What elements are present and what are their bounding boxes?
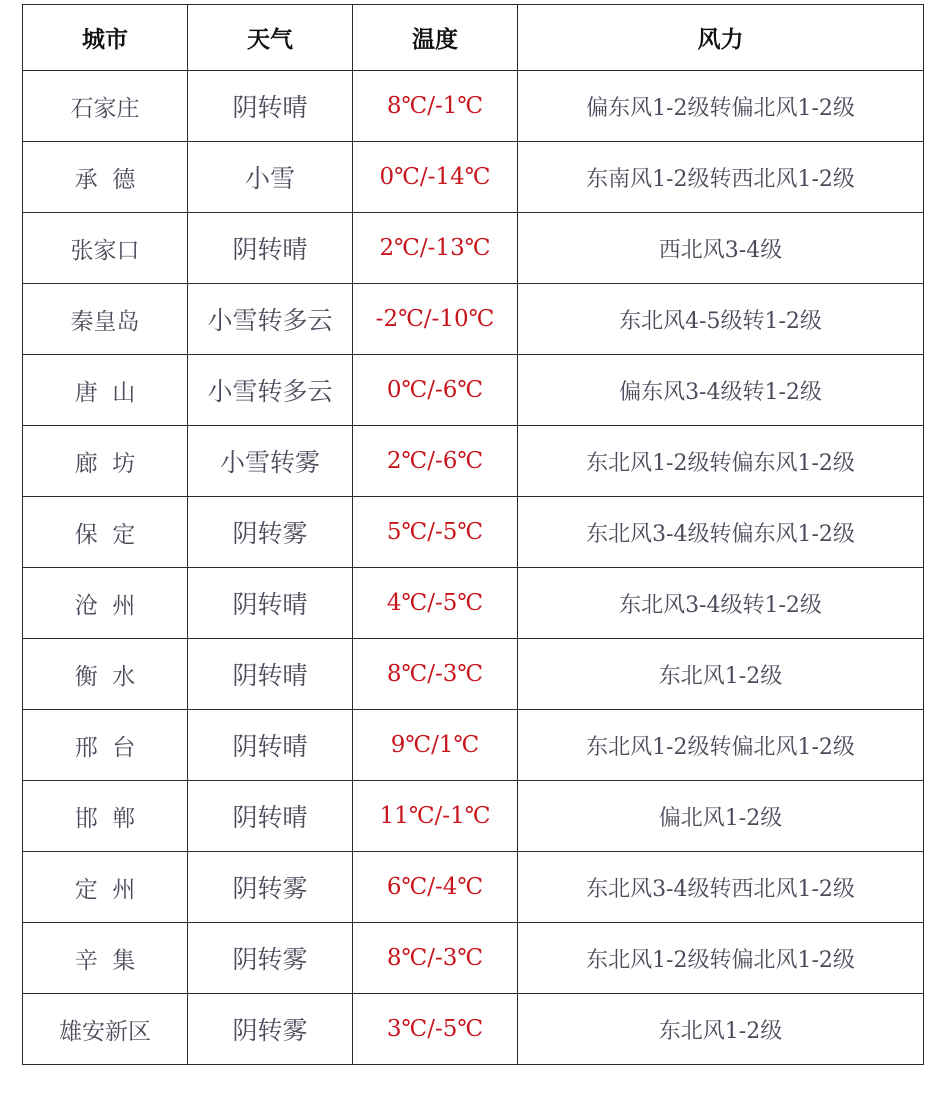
table-row (23, 781, 924, 852)
table-header (23, 5, 924, 71)
wind-cell: 东北风4-5级转1-2级 (518, 284, 924, 355)
temperature-cell: 2℃/-6℃ (353, 426, 518, 497)
header-temperature: 温度 (353, 5, 518, 71)
weather-cell: 阴转晴 (188, 781, 353, 852)
weather-cell: 阴转雾 (188, 994, 353, 1065)
city-cell: 衡 水 (23, 639, 188, 710)
wind-cell: 东北风1-2级转偏北风1-2级 (518, 923, 924, 994)
wind-cell: 偏东风1-2级转偏北风1-2级 (518, 71, 924, 142)
city-cell: 秦皇岛 (23, 284, 188, 355)
city-cell: 雄安新区 (23, 994, 188, 1065)
temperature-cell: 8℃/-3℃ (353, 639, 518, 710)
temperature-cell: 2℃/-13℃ (353, 213, 518, 284)
temperature-cell: 3℃/-5℃ (353, 994, 518, 1065)
wind-cell: 东北风3-4级转西北风1-2级 (518, 852, 924, 923)
city-cell: 邢 台 (23, 710, 188, 781)
table-row (23, 355, 924, 426)
weather-cell: 阴转雾 (188, 852, 353, 923)
city-cell: 唐 山 (23, 355, 188, 426)
weather-cell: 阴转晴 (188, 568, 353, 639)
temperature-cell: 4℃/-5℃ (353, 568, 518, 639)
weather-cell: 阴转雾 (188, 497, 353, 568)
table-row (23, 497, 924, 568)
wind-cell: 东北风3-4级转1-2级 (518, 568, 924, 639)
wind-cell: 西北风3-4级 (518, 213, 924, 284)
wind-cell: 偏北风1-2级 (518, 781, 924, 852)
wind-cell: 东北风3-4级转偏东风1-2级 (518, 497, 924, 568)
weather-cell: 小雪转雾 (188, 426, 353, 497)
weather-cell: 小雪转多云 (188, 284, 353, 355)
city-cell: 张家口 (23, 213, 188, 284)
wind-cell: 东北风1-2级 (518, 994, 924, 1065)
temperature-cell: 9℃/1℃ (353, 710, 518, 781)
table-body (23, 71, 924, 1065)
table-row (23, 923, 924, 994)
weather-cell: 阴转晴 (188, 710, 353, 781)
temperature-cell: 0℃/-14℃ (353, 142, 518, 213)
city-cell: 邯 郸 (23, 781, 188, 852)
table-row (23, 142, 924, 213)
weather-forecast-table (22, 4, 924, 1065)
wind-cell: 偏东风3-4级转1-2级 (518, 355, 924, 426)
city-cell: 保 定 (23, 497, 188, 568)
wind-cell: 东南风1-2级转西北风1-2级 (518, 142, 924, 213)
city-cell: 定 州 (23, 852, 188, 923)
wind-cell: 东北风1-2级转偏东风1-2级 (518, 426, 924, 497)
table-row (23, 426, 924, 497)
wind-cell: 东北风1-2级转偏北风1-2级 (518, 710, 924, 781)
weather-cell: 阴转晴 (188, 639, 353, 710)
weather-cell: 阴转雾 (188, 923, 353, 994)
table-row (23, 71, 924, 142)
table-row (23, 710, 924, 781)
weather-cell: 阴转晴 (188, 213, 353, 284)
weather-cell: 小雪 (188, 142, 353, 213)
table-row (23, 994, 924, 1065)
city-cell: 承 德 (23, 142, 188, 213)
temperature-cell: 5℃/-5℃ (353, 497, 518, 568)
temperature-cell: 8℃/-1℃ (353, 71, 518, 142)
temperature-cell: 11℃/-1℃ (353, 781, 518, 852)
temperature-cell: 8℃/-3℃ (353, 923, 518, 994)
header-city: 城市 (23, 5, 188, 71)
city-cell: 廊 坊 (23, 426, 188, 497)
city-cell: 辛 集 (23, 923, 188, 994)
city-cell: 石家庄 (23, 71, 188, 142)
weather-cell: 小雪转多云 (188, 355, 353, 426)
header-row (23, 5, 924, 71)
table-row (23, 639, 924, 710)
header-weather: 天气 (188, 5, 353, 71)
table-row (23, 568, 924, 639)
wind-cell: 东北风1-2级 (518, 639, 924, 710)
temperature-cell: 6℃/-4℃ (353, 852, 518, 923)
table-row (23, 284, 924, 355)
temperature-cell: -2℃/-10℃ (353, 284, 518, 355)
header-wind: 风力 (518, 5, 924, 71)
weather-cell: 阴转晴 (188, 71, 353, 142)
table-row (23, 213, 924, 284)
temperature-cell: 0℃/-6℃ (353, 355, 518, 426)
table-row (23, 852, 924, 923)
city-cell: 沧 州 (23, 568, 188, 639)
